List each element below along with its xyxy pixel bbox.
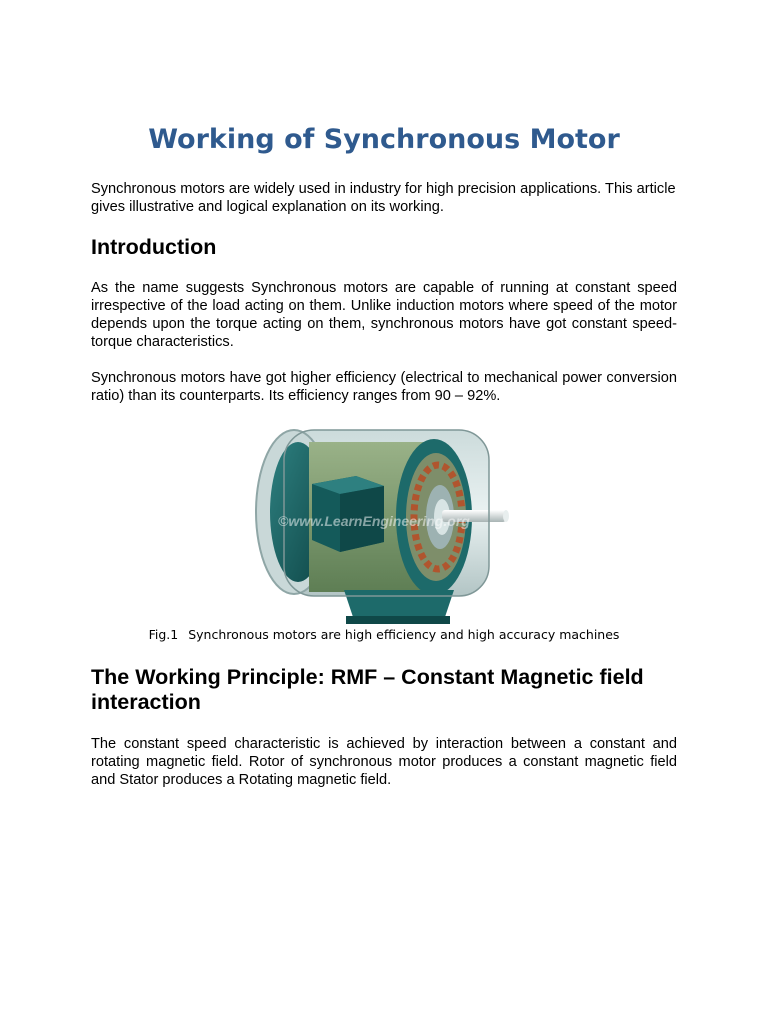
figure-caption-text: Synchronous motors are high efficiency and high accuracy machines: [188, 627, 620, 642]
figure-watermark: ©www.LearnEngineering.org: [278, 513, 470, 529]
figure-caption: [91, 627, 677, 643]
working-principle-paragraph-1: The constant speed characteristic is achieved by interaction between a constant and rotating magnetic field. Rotor of synchronous motor produces a constant magnetic field and Stator produces a Rotating magnetic field.: [91, 736, 677, 788]
motor-figure: [254, 422, 516, 627]
section-heading-working-principle: The Working Principle: RMF – Constant Magnetic field interaction: [91, 665, 644, 714]
figure-number: Fig.1: [148, 627, 179, 642]
intro-paragraph: Synchronous motors are widely used in industry for high precision applications. This article gives illustrative and logical explanation on its working.: [91, 181, 676, 215]
document-title: Working of Synchronous Motor: [148, 124, 620, 155]
introduction-paragraph-1: As the name suggests Synchronous motors are capable of running at constant speed irrespective of the load acting on them. Unlike induction motors where speed of the motor depends upon the torque acting on them, synchronous motors have got constant speed-torque characteristics.: [91, 280, 677, 350]
section-heading-introduction: Introduction: [91, 235, 217, 259]
synchronous-motor-illustration-icon: [254, 422, 516, 627]
introduction-paragraph-2: Synchronous motors have got higher efficiency (electrical to mechanical power conversion ratio) than its counterparts. Its efficiency ranges from 90 – 92%.: [91, 370, 677, 404]
